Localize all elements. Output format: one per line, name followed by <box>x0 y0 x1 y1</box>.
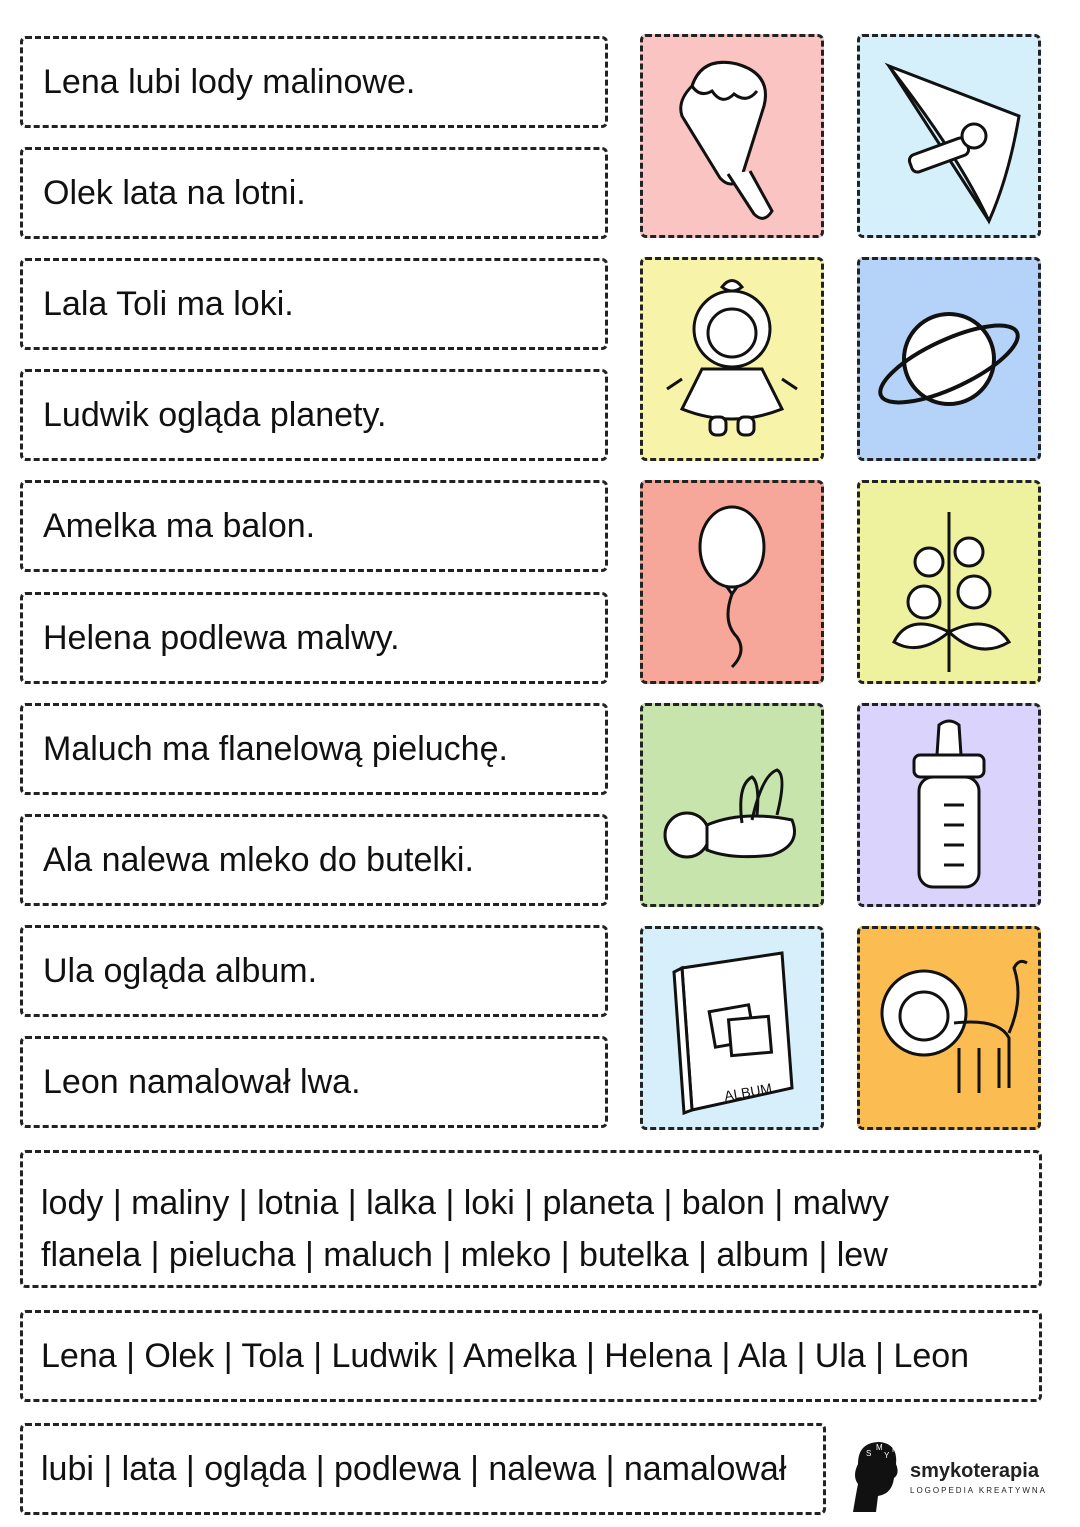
mallow-flower-icon <box>869 492 1029 672</box>
sentence-box-10 <box>20 1036 608 1128</box>
sentence-box-6 <box>20 592 608 684</box>
hang-glider-icon <box>869 46 1029 226</box>
card-balloon <box>640 480 824 684</box>
baby-bottle-icon <box>869 715 1029 895</box>
sentence-box-3 <box>20 258 608 350</box>
card-bottle <box>857 703 1041 907</box>
sentence-box-1 <box>20 36 608 128</box>
sentence-text: Lena lubi lody malinowe. <box>43 62 416 101</box>
ice-cream-icon <box>652 46 812 226</box>
balloon-icon <box>652 492 812 672</box>
sentence-box-2 <box>20 147 608 239</box>
svg-text:K: K <box>892 1445 898 1454</box>
verbs-text: lubi | lata | ogląda | podlewa | nalewa | namalował <box>41 1449 787 1488</box>
sentence-text: Amelka ma balon. <box>43 506 316 545</box>
card-mallow <box>857 480 1041 684</box>
lion-icon <box>869 938 1029 1118</box>
baby-icon <box>652 715 812 895</box>
logo-name: smykoterapia <box>910 1460 1039 1482</box>
sentence-box-9 <box>20 925 608 1017</box>
names-box <box>20 1310 1042 1402</box>
verbs-box <box>20 1423 826 1515</box>
sentence-box-5 <box>20 480 608 572</box>
sentence-text: Olek lata na lotni. <box>43 173 306 212</box>
nouns-line-2: flanela | pielucha | maluch | mleko | butelka | album | lew <box>41 1236 888 1274</box>
sentence-box-7 <box>20 703 608 795</box>
nouns-box <box>20 1150 1042 1288</box>
head-silhouette-icon <box>848 1434 908 1514</box>
sentence-text: Ala nalewa mleko do butelki. <box>43 840 474 879</box>
doll-icon <box>652 269 812 449</box>
svg-text:S: S <box>866 1449 872 1458</box>
card-planet <box>857 257 1041 461</box>
sentence-box-8 <box>20 814 608 906</box>
sentence-text: Leon namalował lwa. <box>43 1062 361 1101</box>
sentence-text: Lala Toli ma loki. <box>43 284 294 323</box>
card-baby <box>640 703 824 907</box>
nouns-line-1: lody | maliny | lotnia | lalka | loki | planeta | balon | malwy <box>41 1184 889 1222</box>
sentence-box-4 <box>20 369 608 461</box>
svg-text:M: M <box>876 1443 883 1452</box>
svg-text:Y: Y <box>884 1451 890 1460</box>
sentence-text: Ula ogląda album. <box>43 951 318 990</box>
album-icon <box>652 938 812 1118</box>
card-doll <box>640 257 824 461</box>
card-album <box>640 926 824 1130</box>
sentence-text: Maluch ma flanelową pieluchę. <box>43 729 508 768</box>
card-lion <box>857 926 1041 1130</box>
card-hang-glider <box>857 34 1041 238</box>
logo-tagline: LOGOPEDIA KREATYWNA <box>910 1486 1047 1495</box>
album-label: ALBUM <box>722 1079 774 1105</box>
planet-icon <box>869 269 1029 449</box>
sentence-text: Helena podlewa malwy. <box>43 618 400 657</box>
names-text: Lena | Olek | Tola | Ludwik | Amelka | Helena | Ala | Ula | Leon <box>41 1336 970 1375</box>
sentence-text: Ludwik ogląda planety. <box>43 395 387 434</box>
card-ice-cream <box>640 34 824 238</box>
